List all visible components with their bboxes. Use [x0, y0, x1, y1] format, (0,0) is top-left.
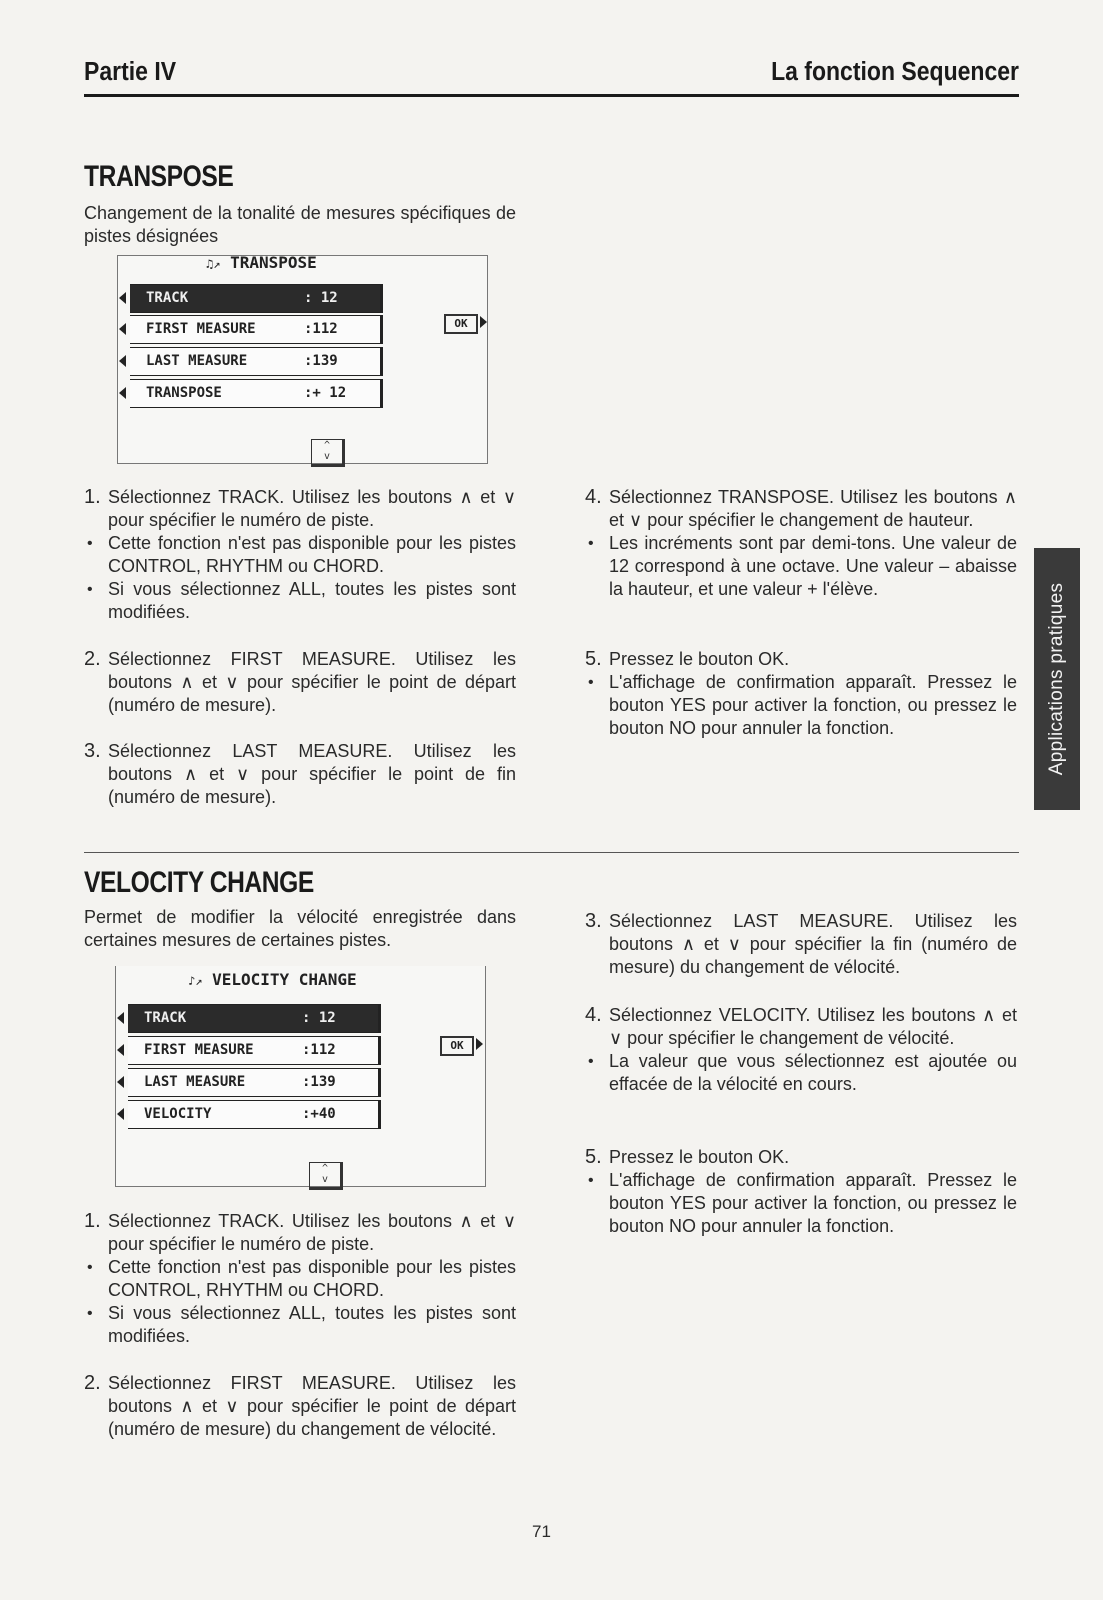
ok-button[interactable]: OK	[440, 1036, 474, 1056]
step-number: 2.	[84, 1372, 101, 1394]
velocity-right-column	[585, 910, 1017, 1240]
screen-row-first-measure[interactable]	[128, 1036, 381, 1065]
row-value: :112	[304, 321, 338, 337]
screen-row-last-measure[interactable]	[128, 1068, 381, 1097]
velocity-icon: ♪↗	[188, 974, 203, 988]
step-text: Sélectionnez TRACK. Utilisez les boutons ∧ et ∨ pour spécifier le numéro de piste.	[108, 487, 516, 530]
row-label: TRACK	[146, 290, 189, 306]
row-value: :139	[304, 353, 338, 369]
screen-row-velocity[interactable]	[128, 1100, 381, 1129]
left-arrow-icon[interactable]	[119, 387, 126, 399]
page-number: 71	[532, 1522, 551, 1541]
left-arrow-icon[interactable]	[117, 1044, 124, 1056]
screen-row-track[interactable]	[130, 284, 383, 313]
velocity-step-3	[585, 910, 1017, 979]
scroll-up-icon[interactable]: ^	[321, 1163, 329, 1174]
step-bullet: • La valeur que vous sélectionnez est ajoutée ou effacée de la vélocité en cours.	[609, 1050, 1017, 1096]
step-number: 5.	[585, 648, 602, 670]
step-number: 3.	[585, 910, 602, 932]
screen-row-track[interactable]	[128, 1004, 381, 1033]
step-bullet: • L'affichage de confirmation apparaît. Pressez le bouton YES pour activer la fonction, ou pressez le bouton NO pour annuler la fonction.	[609, 671, 1017, 740]
side-tab	[1034, 548, 1080, 810]
step-bullet: • Cette fonction n'est pas disponible pour les pistes CONTROL, RHYTHM ou CHORD.	[108, 1256, 516, 1302]
header-chapter-title: La fonction Sequencer	[771, 56, 1019, 86]
step-number: 1.	[84, 1210, 101, 1232]
row-label: TRANSPOSE	[146, 385, 222, 401]
transpose-right-column	[585, 486, 1017, 746]
step-text: Pressez le bouton OK.	[609, 649, 790, 669]
row-value: :139	[302, 1074, 336, 1090]
left-arrow-icon[interactable]	[119, 355, 126, 367]
left-arrow-icon[interactable]	[119, 292, 126, 304]
transpose-intro: Changement de la tonalité de mesures spécifiques de pistes désignées	[84, 203, 516, 246]
section-divider	[84, 852, 1019, 853]
step-number: 2.	[84, 648, 101, 670]
step-number: 1.	[84, 486, 101, 508]
step-bullet: • Les incréments sont par demi-tons. Une valeur de 12 correspond à une octave. Une valeur – abaisse la hauteur, et une valeur + l'élève.	[609, 532, 1017, 601]
side-tab-label: Applications pratiques	[1046, 582, 1067, 776]
step-bullet: • Cette fonction n'est pas disponible pour les pistes CONTROL, RHYTHM ou CHORD.	[108, 532, 516, 578]
screen-title	[188, 970, 357, 989]
transpose-step-3	[84, 740, 516, 809]
row-label: TRACK	[144, 1010, 187, 1026]
step-text: Sélectionnez FIRST MEASURE. Utilisez les boutons ∧ et ∨ pour spécifier le point de départ (numéro de mesure).	[108, 649, 516, 715]
step-text: Sélectionnez LAST MEASURE. Utilisez les boutons ∧ et ∨ pour spécifier le point de fin (numéro de mesure).	[108, 741, 516, 807]
step-text: Sélectionnez TRANSPOSE. Utilisez les boutons ∧ et ∨ pour spécifier le changement de hauteur.	[609, 487, 1017, 530]
screen-title-text: VELOCITY CHANGE	[212, 970, 357, 989]
screen-title-text: TRANSPOSE	[230, 253, 317, 272]
step-text: Pressez le bouton OK.	[609, 1147, 790, 1167]
row-label: FIRST MEASURE	[146, 321, 256, 337]
scroll-updown-icon[interactable]	[309, 1162, 343, 1190]
transpose-step-5	[585, 648, 1017, 740]
row-value: : 12	[302, 1010, 336, 1026]
transpose-screen	[117, 255, 488, 464]
velocity-intro: Permet de modifier la vélocité enregistrée dans certaines mesures de certaines pistes.	[84, 907, 516, 950]
velocity-step-4	[585, 1004, 1017, 1096]
left-arrow-icon[interactable]	[117, 1012, 124, 1024]
step-number: 4.	[585, 486, 602, 508]
velocity-screen	[115, 966, 486, 1187]
step-text: Sélectionnez VELOCITY. Utilisez les boutons ∧ et ∨ pour spécifier le changement de vélocité.	[609, 1005, 1017, 1048]
screen-row-last-measure[interactable]	[130, 347, 383, 376]
screen-title	[206, 253, 317, 272]
velocity-left-column	[84, 1210, 516, 1470]
row-value: :112	[302, 1042, 336, 1058]
scroll-updown-icon[interactable]	[311, 439, 345, 467]
velocity-step-2	[84, 1372, 516, 1441]
row-value: :+40	[302, 1106, 336, 1122]
step-text: Sélectionnez LAST MEASURE. Utilisez les boutons ∧ et ∨ pour spécifier la fin (numéro de mesure) du changement de vélocité.	[609, 911, 1017, 977]
row-value: : 12	[304, 290, 338, 306]
velocity-step-5	[585, 1146, 1017, 1238]
ok-button[interactable]: OK	[444, 314, 478, 334]
step-text: Sélectionnez TRACK. Utilisez les boutons ∧ et ∨ pour spécifier le numéro de piste.	[108, 1211, 516, 1254]
row-label: LAST MEASURE	[146, 353, 248, 369]
velocity-title: VELOCITY CHANGE	[84, 866, 314, 899]
transpose-left-column	[84, 486, 516, 816]
left-arrow-icon[interactable]	[117, 1076, 124, 1088]
transpose-step-1	[84, 486, 516, 624]
transpose-step-2	[84, 648, 516, 717]
sequencer-icon: ♫↗	[206, 257, 221, 271]
step-text: Sélectionnez FIRST MEASURE. Utilisez les boutons ∧ et ∨ pour spécifier le point de départ (numéro de mesure) du changement de vélocité.	[108, 1373, 516, 1439]
left-arrow-icon[interactable]	[117, 1108, 124, 1120]
scroll-down-icon[interactable]: v	[323, 451, 331, 462]
right-arrow-icon[interactable]	[480, 316, 487, 328]
step-bullet: • Si vous sélectionnez ALL, toutes les pistes sont modifiées.	[108, 1302, 516, 1348]
step-bullet: • L'affichage de confirmation apparaît. Pressez le bouton YES pour activer la fonction, ou pressez le bouton NO pour annuler la fonction.	[609, 1169, 1017, 1238]
step-bullet: • Si vous sélectionnez ALL, toutes les pistes sont modifiées.	[108, 578, 516, 624]
screen-row-first-measure[interactable]	[130, 315, 383, 344]
row-label: FIRST MEASURE	[144, 1042, 254, 1058]
screen-row-transpose[interactable]	[130, 379, 383, 408]
left-arrow-icon[interactable]	[119, 323, 126, 335]
row-label: VELOCITY	[144, 1106, 212, 1122]
right-arrow-icon[interactable]	[476, 1038, 483, 1050]
transpose-title: TRANSPOSE	[84, 160, 234, 193]
row-label: LAST MEASURE	[144, 1074, 246, 1090]
header-rule	[84, 94, 1019, 97]
scroll-up-icon[interactable]: ^	[323, 440, 331, 451]
step-number: 4.	[585, 1004, 602, 1026]
row-value: :+ 12	[304, 385, 347, 401]
header-part-label: Partie IV	[84, 56, 177, 86]
scroll-down-icon[interactable]: v	[321, 1174, 329, 1185]
transpose-step-4	[585, 486, 1017, 601]
velocity-step-1	[84, 1210, 516, 1348]
step-number: 5.	[585, 1146, 602, 1168]
step-number: 3.	[84, 740, 101, 762]
